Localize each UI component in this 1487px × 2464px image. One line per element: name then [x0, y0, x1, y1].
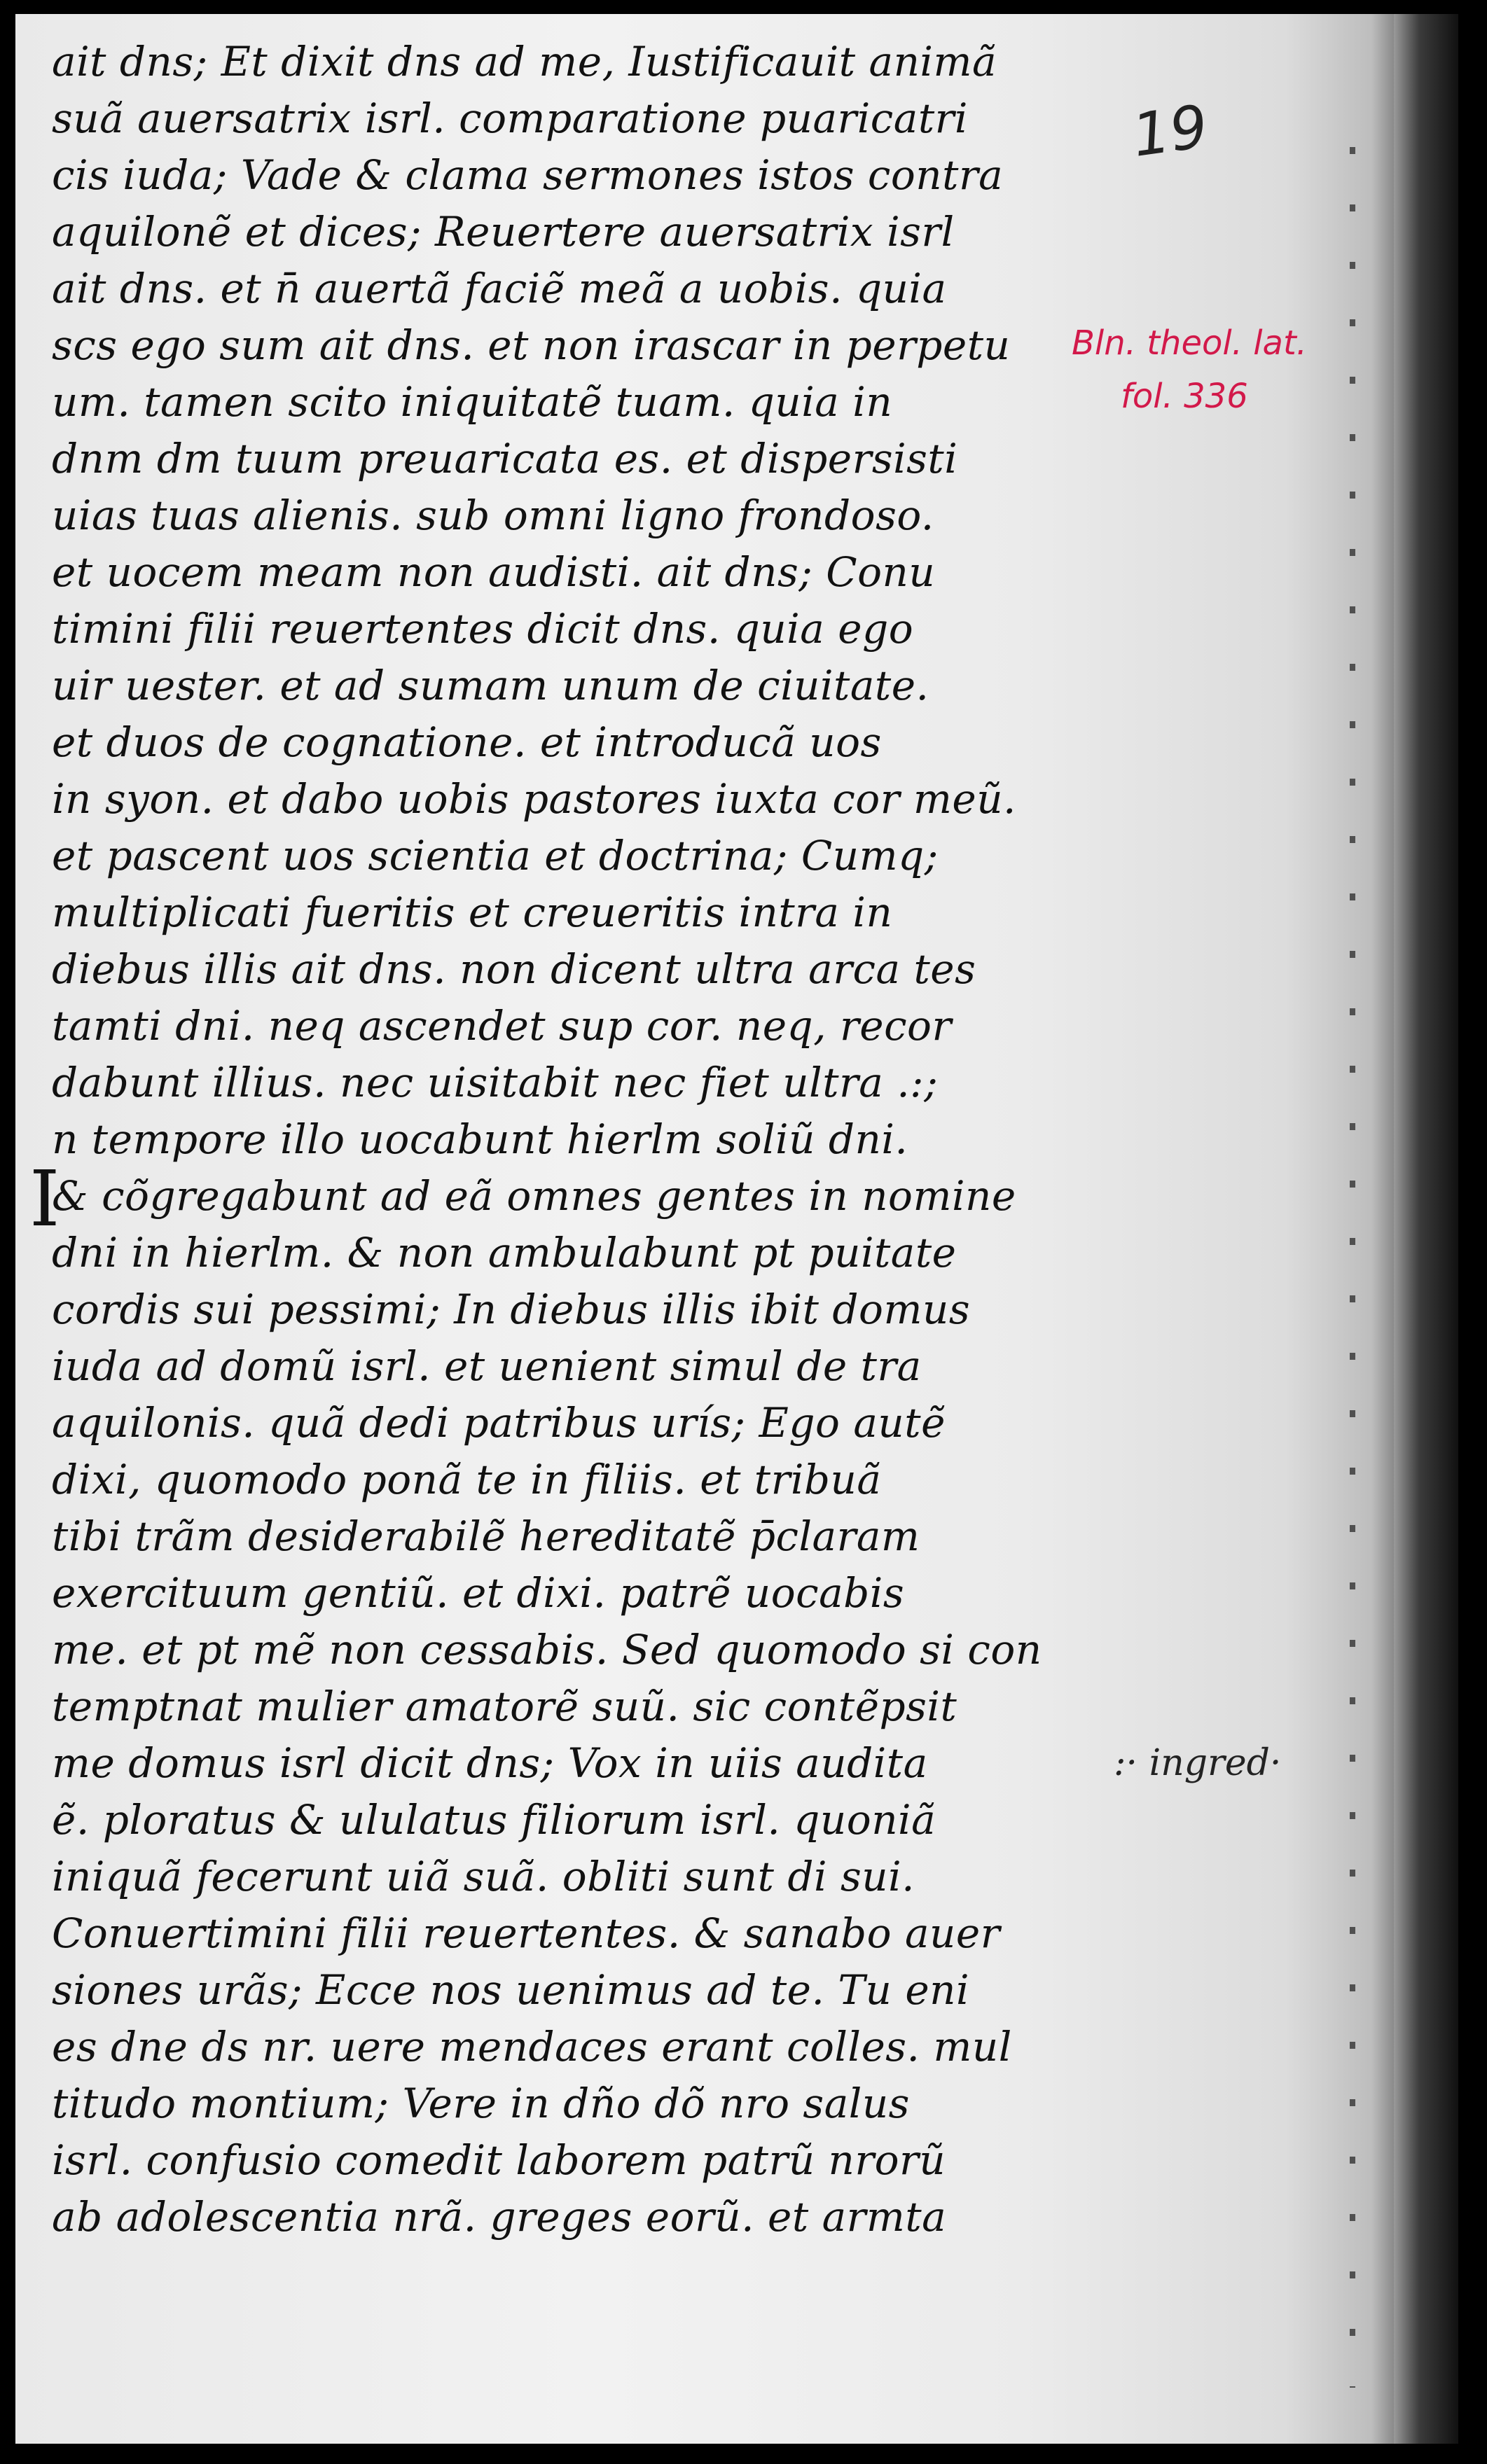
- manuscript-line: dni in hierlm. & non ambulabunt pt puitate: [52, 1229, 957, 1276]
- manuscript-line: exercituum gentiũ. et dixi. patrẽ uocabis: [52, 1569, 905, 1617]
- manuscript-line: scs ego sum ait dns. et non irascar in perpetu: [52, 321, 1011, 369]
- page-gutter: [1394, 14, 1458, 2444]
- manuscript-line: me. et pt mẽ non cessabis. Sed quomodo si con: [52, 1626, 1042, 1673]
- manuscript-line: aquilonis. quã dedi patribus urís; Ego autẽ: [52, 1399, 946, 1447]
- marginal-note: :· ingred·: [1114, 1742, 1282, 1784]
- manuscript-line: cordis sui pessimi; In diebus illis ibit domus: [52, 1286, 971, 1333]
- manuscript-line: um. tamen scito iniquitatẽ tuam. quia in: [52, 378, 893, 426]
- manuscript-line: in syon. et dabo uobis pastores iuxta cor meũ.: [52, 775, 1016, 823]
- manuscript-line: ait dns; Et dixit dns ad me, Iustificauit animã: [52, 38, 997, 85]
- manuscript-line: me domus isrl dicit dns; Vox in uiis audita: [52, 1739, 928, 1787]
- manuscript-line: Conuertimini filii reuertentes. & sanabo auer: [52, 1909, 1000, 1957]
- manuscript-line: & cõgregabunt ad eã omnes gentes in nomine: [52, 1172, 1016, 1220]
- manuscript-line: diebus illis ait dns. non dicent ultra arca tes: [52, 945, 976, 993]
- manuscript-line: tamti dni. neq ascendet sup cor. neq, recor: [52, 1002, 952, 1050]
- initial-letter: I: [29, 1154, 60, 1244]
- manuscript-line: es dne ds nr. uere mendaces erant colles. mul: [52, 2023, 1012, 2070]
- manuscript-line: temptnat mulier amatorẽ suũ. sic contẽpsit: [52, 1683, 957, 1730]
- manuscript-line: uias tuas alienis. sub omni ligno frondoso.: [52, 492, 934, 539]
- shelfmark-line: Bln. theol. lat.: [1072, 323, 1308, 363]
- shelfmark-line: fol. 336: [1121, 377, 1248, 416]
- manuscript-line: titudo montium; Vere in dño dõ nro salus: [52, 2080, 910, 2127]
- ruling-dots: [1350, 147, 1355, 2388]
- manuscript-line: ait dns. et n̄ auertã faciẽ meã a uobis. quia: [52, 265, 947, 312]
- manuscript-line: ab adolescentia nrã. greges eorũ. et armta: [52, 2193, 947, 2241]
- manuscript-line: et uocem meam non audisti. ait dns; Conu: [52, 548, 936, 596]
- shelfmark-annotation: [1072, 316, 1401, 423]
- manuscript-line: et pascent uos scientia et doctrina; Cumq;: [52, 832, 939, 879]
- manuscript-line: dnm dm tuum preuaricata es. et dispersisti: [52, 435, 958, 482]
- manuscript-line: iuda ad domũ isrl. et uenient simul de tra: [52, 1342, 922, 1390]
- manuscript-line: n tempore illo uocabunt hierlm soliũ dni.: [52, 1115, 908, 1163]
- manuscript-line: dixi, quomodo ponã te in filiis. et tribuã: [52, 1456, 882, 1503]
- manuscript-line: et duos de cognatione. et introducã uos: [52, 718, 882, 766]
- manuscript-page: [15, 14, 1458, 2444]
- manuscript-line: multiplicati fueritis et creueritis intra in: [52, 889, 893, 936]
- manuscript-line: timini filii reuertentes dicit dns. quia ego: [52, 605, 914, 653]
- manuscript-line: uir uester. et ad sumam unum de ciuitate.: [52, 662, 929, 709]
- main-text-column: [52, 34, 1046, 2246]
- manuscript-line: iniquã fecerunt uiã suã. obliti sunt di sui.: [52, 1853, 915, 1900]
- manuscript-line: aquilonẽ et dices; Reuertere auersatrix isrl: [52, 208, 955, 256]
- folio-number: 19: [1128, 92, 1212, 170]
- manuscript-line: cis iuda; Vade & clama sermones istos contra: [52, 151, 1004, 199]
- manuscript-line: suã auersatrix isrl. comparatione puaricatri: [52, 95, 968, 142]
- manuscript-line: tibi trãm desiderabilẽ hereditatẽ p̄claram: [52, 1512, 920, 1560]
- manuscript-line: siones urãs; Ecce nos uenimus ad te. Tu eni: [52, 1966, 970, 2014]
- manuscript-line: isrl. confusio comedit laborem patrũ nrorũ: [52, 2136, 946, 2184]
- manuscript-line: ẽ. ploratus & ululatus filiorum isrl. quoniã: [52, 1796, 936, 1844]
- manuscript-line: dabunt illius. nec uisitabit nec fiet ultra .:;: [52, 1059, 939, 1106]
